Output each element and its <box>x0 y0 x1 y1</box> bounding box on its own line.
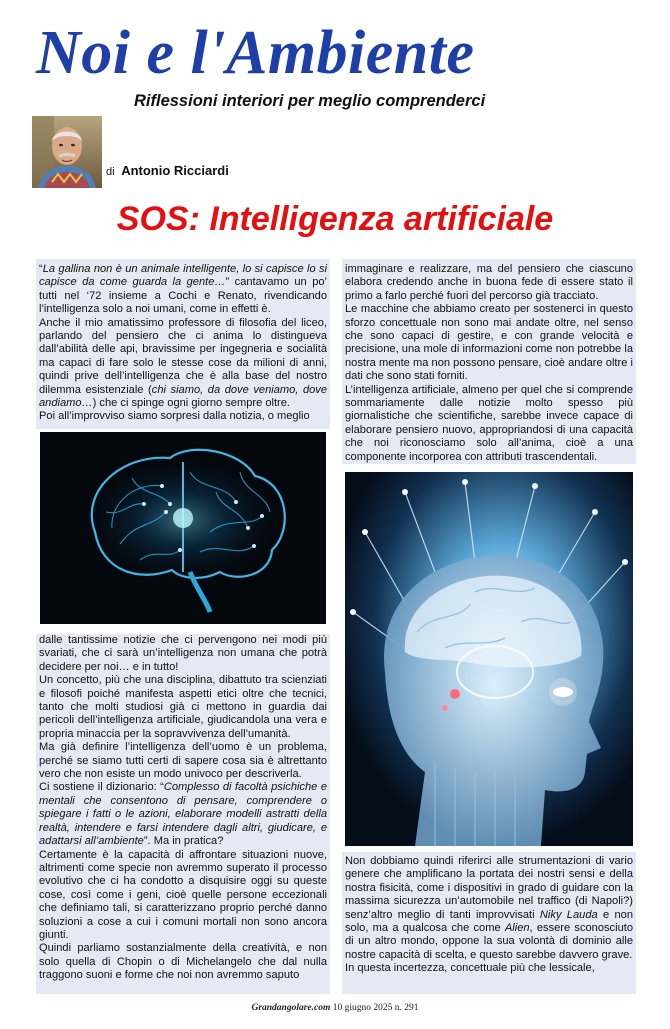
italic-text: Niky Lauda <box>539 908 598 921</box>
paragraph: In questa incertezza, concettuale più che lessicale, <box>345 962 595 975</box>
paragraph: “La gallina non è un animale intelligente, lo si capisce lo si capisce da come guarda la gente…” cantavamo un po’ tutti nel ‘72 insieme a Cochi e Renato, rivendicando l’intelligenza solo a noi umani, come in effetti è. <box>39 263 328 316</box>
footer-issue: 10 giugno 2025 n. 291 <box>330 1003 419 1013</box>
italic-text: chi siamo, da dove veniamo, dove andiamo… <box>39 383 328 410</box>
paragraph: Non dobbiamo quindi riferirci alle strumentazioni di vario genere che amplificano la portata dei nostri sensi e della nostra fisicità, come i dispositivi in grado di guidare con la massima sicurezza un’automobile nel traffico (di Napoli?) senz’altro meglio di tanti improvvisati Niky Lauda e non solo, ma a qualcosa che come Alien, essere sconosciuto di un altro mondo, oppone la sua volontà di dominio alle nostre capacità di scelta, e questo sarebbe davvero grave. <box>345 855 633 961</box>
paragraph: immaginare e realizzare, ma del pensiero che ciascuno elabora credendo anche in buona fede di essere stato il primo a farlo perché fuori del percorso già tracciato. <box>345 263 633 302</box>
masthead-title: Noi e l'Ambiente <box>36 19 475 87</box>
byline-author: Antonio Ricciardi <box>121 163 229 178</box>
ai-head-image <box>345 472 633 846</box>
paragraph: dalle tantissime notizie che ci pervengono nei modi più svariati, che ci sarà un’intelligenza non umana che potrà decidere per noi… e in tutto! <box>39 634 327 673</box>
paragraph: Un concetto, più che una disciplina, dibattuto tra scienziati e filosofi poiché manifesta aspetti etici oltre che tecnici, tanto che molti studiosi già ci mettono in guardia dai pericoli dell’intelligenza artificiale, giudicandola una vera e propria minaccia per la sopravvivenza dell’umanità. <box>39 674 327 740</box>
text-column-2-bottom <box>342 852 636 994</box>
paragraph: Ci sostiene il dizionario: “Complesso di facoltà psichiche e mentali che consentono di pensare, comprendere o spiegare i fatti o le azioni, elaborare modelli astratti della realtà, intendere e farsi intendere dagli altri, giudicare, e adattarsi all’ambiente”. Ma in pratica? <box>39 781 327 848</box>
circuit-brain-image <box>40 432 326 624</box>
italic-text: La gallina non è un animale intelligente, lo si capisce lo si capisce da come guarda la gente… <box>39 263 327 289</box>
article-headline: SOS: Intelligenza artificiale <box>116 200 554 238</box>
paragraph: Anche il mio amatissimo professore di filosofia del liceo, parlando del pensiero che ci anima lo distingueva dall’abilità delle api, bravissime per ingegneria e socialità ma capaci di fare solo le stesse cose da milioni di anni, quindi prive dell’intelligenza che è alla base del nostro dilemma esistenziale (chi siamo, da dove veniamo, dove andiamo…) che ci spinge ogni giorno sempre oltre. <box>39 316 328 410</box>
paragraph: L’intelligenza artificiale, almeno per quel che si comprende sommariamente dalle notizie molto spesso più giornalistiche che scientifiche, sarebbe invece capace di elaborare pensiero nuovo, appropriandosi di una capacità che noi riconosciamo solo all’anima, cioè a una componente incorporea con attributi trascendentali. <box>345 383 633 463</box>
paragraph: Poi all’improvviso siamo sorpresi dalla notizia, o meglio <box>39 410 310 423</box>
paragraph: Ma già definire l’intelligenza dell’uomo è un problema, perché se siamo tutti certi di sapere cosa sia è altrettanto vero che non esiste un modo univoco per descriverla. <box>39 741 327 781</box>
text-column-1-bottom <box>36 634 330 994</box>
paragraph: Quindi parliamo sostanzialmente della creatività, e non solo quella di Chopin o di Michelangelo che dal nulla traggono suoni e forme che noi non avremmo saputo <box>39 942 327 982</box>
paragraph: Le macchine che abbiamo creato per sostenerci in questo sforzo concettuale non sono mai andate oltre, nel senso che sono capaci di gestire, e con grande velocità e precisione, una mole di informazioni come non potrebbe la nostra mente ma non possono pensare, cioè andare oltre i dati che sono stati forniti. <box>345 303 633 383</box>
footer-site: Grandangolare.com <box>251 1003 331 1013</box>
author-photo <box>32 116 102 188</box>
italic-text: Complesso di facoltà psichiche e mentali che consentono di pensare, comprendere o spiegare i fatti o le azioni, elaborare modelli astratti della realtà, intendere e farsi intendere dagli altri, giudicare, e adattarsi all’ambiente <box>39 781 327 848</box>
byline <box>106 163 229 178</box>
footer <box>0 1003 670 1013</box>
italic-text: Alien <box>504 922 530 935</box>
masthead-subtitle: Riflessioni interiori per meglio comprenderci <box>134 92 486 110</box>
text-column-1-top <box>36 259 330 429</box>
byline-prefix: di <box>106 166 115 178</box>
text-column-2-top <box>342 259 636 464</box>
paragraph: Certamente è la capacità di affrontare situazioni nuove, altrimenti come specie non avremmo superato il processo evolutivo che ci ha condotto a disquisire oggi su queste cose, così come i geni, cioè quelle persone eccezionali che definiamo tali, si caratterizzano proprio perché danno soluzioni a cose a cui i comuni mortali non sono ancora giunti. <box>39 848 327 941</box>
